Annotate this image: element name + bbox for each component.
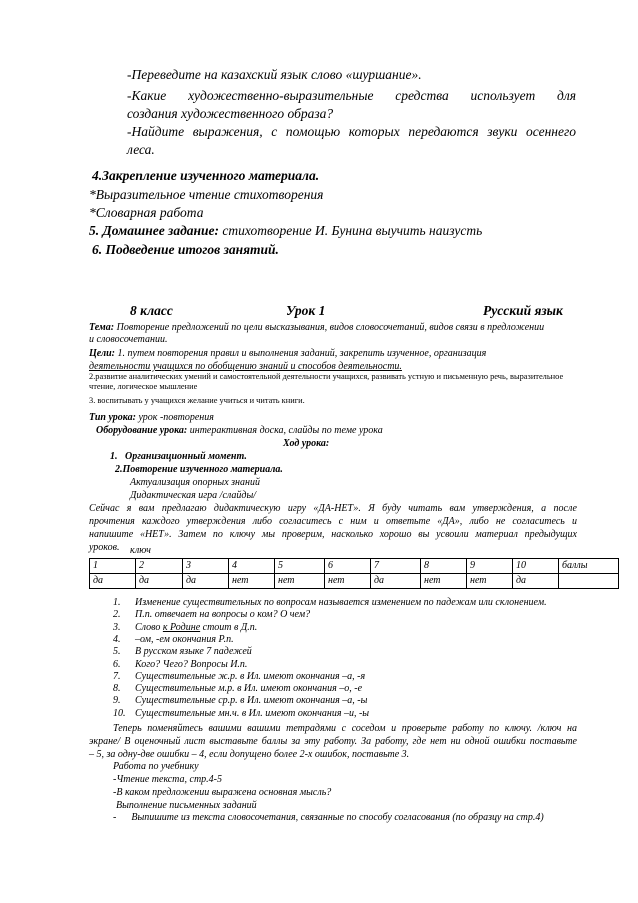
key-answer-cell: нет <box>421 574 467 589</box>
list-item <box>113 659 247 670</box>
after-line-1: Теперь поменяйтесь вашими вашими тетрадями с соседом и проверьте работу по ключу. /ключ на <box>113 723 577 734</box>
lesson-type-label: Тип урока: <box>89 412 136 423</box>
homework-label: 5. Домашнее задание: <box>89 223 220 238</box>
list-item-text: Изменение существительных по вопросам называется изменением по падежам или склонением. <box>135 597 547 608</box>
goals-line <box>89 348 486 359</box>
intro-line-3: напишите «НЕТ». Затем по ключу мы проверим, насколько хорошо вы усвоили материал предыдущих <box>89 529 577 540</box>
key-header-row <box>90 559 619 574</box>
stage-1-text: Организационный момент. <box>125 451 247 462</box>
intro-line-1: Сейчас я вам предлагаю дидактическую игру «ДА-НЕТ». Я буду читать вам утверждения, а после <box>89 503 577 514</box>
key-answer-cell: нет <box>275 574 325 589</box>
key-header-cell: баллы <box>559 559 619 574</box>
list-item-text: Существительные ср.р. в Ил. имеют окончания –а, -ы <box>135 695 368 707</box>
section-6-heading: 6. Подведение итогов занятий. <box>92 242 279 257</box>
key-header-cell: 6 <box>325 559 371 574</box>
key-caption: ключ <box>130 545 151 556</box>
list-item-text: Существительные ж.р. в Ил. имеют окончания –а, -я <box>135 670 366 682</box>
theme-label: Тема: <box>89 322 115 333</box>
key-answer-cell <box>559 574 619 589</box>
list-item-text: Кого? Чего? Вопросы И.п. <box>135 658 248 670</box>
textbook-question: -В каком предложении выражена основная мысль? <box>113 787 332 798</box>
key-table <box>89 558 619 589</box>
list-item-number: 9. <box>113 695 121 707</box>
goals-line-4: чтение, логическое мышление <box>89 382 198 391</box>
question-means: -Какие художественно-выразительные средства использует для <box>127 88 576 103</box>
theme-cont: и словосочетании. <box>89 334 168 345</box>
goals-line-5: 3. воспитывать у учащихся желание учиться и читать книги. <box>89 396 305 405</box>
intro-line-2: прочтения каждого утверждения либо согласитесь с ним и ответьте «ДА», либо не согласитесь и <box>89 516 577 527</box>
key-header-cell: 9 <box>467 559 513 574</box>
textbook-work: Работа по учебнику <box>113 761 199 772</box>
list-item <box>113 671 365 682</box>
key-answer-cell: да <box>513 574 559 589</box>
key-header-cell: 4 <box>229 559 275 574</box>
course-title: Ход урока: <box>283 438 330 449</box>
stage-2: 2.Повторение изученного материала. <box>115 464 283 475</box>
reading-item: *Выразительное чтение стихотворения <box>89 187 324 202</box>
question-sounds: -Найдите выражения, с помощью которых передаются звуки осеннего <box>127 124 576 139</box>
question-translate: -Переведите на казахский язык слово «шуршание». <box>127 67 422 82</box>
list-item-text: П.п. отвечает на вопросы о ком? О чем? <box>135 609 311 621</box>
theme-line <box>89 322 544 333</box>
list-item-number: 5. <box>113 646 121 658</box>
key-header-cell: 2 <box>136 559 183 574</box>
key-answer-cell: да <box>90 574 136 589</box>
list-item-number: 3. <box>113 621 121 633</box>
list-item-number: 10. <box>113 707 126 719</box>
goals-line-2: деятельности учащихся по обобщению знаний и способов деятельности. <box>89 361 402 372</box>
equipment-line <box>96 425 383 436</box>
goals-line-3: 2.развитие аналитических умений и самостоятельной деятельности учащихся, развивать устную и письменную речь, выразительное <box>89 372 564 381</box>
list-item-text: В русском языке 7 падежей <box>135 646 252 658</box>
key-header-cell: 10 <box>513 559 559 574</box>
list-item-number: 7. <box>113 670 121 682</box>
key-header-cell: 7 <box>371 559 421 574</box>
list-item <box>113 609 310 620</box>
list-item <box>113 695 367 706</box>
stage-1-num: 1. <box>110 451 118 462</box>
lesson-type-text: урок -повторения <box>135 412 214 423</box>
key-answer-cell: нет <box>325 574 371 589</box>
written-tasks: Выполнение письменных заданий <box>116 800 257 811</box>
actualization: Актуализация опорных знаний <box>130 477 260 488</box>
after-line-2: экране/ В оценочный лист выставьте баллы за эту работу. За работу, где нет ни одной ошибки поставьте <box>89 736 577 747</box>
didactic-game: Дидактическая игра /слайды/ <box>130 490 256 501</box>
after-line-3: – 5, за одну-две ошибки – 4, если допущено более 2-х ошибок, поставьте 3. <box>89 749 410 760</box>
key-answer-cell: да <box>136 574 183 589</box>
question-means-cont: создания художественного образа? <box>127 106 334 121</box>
theme-text: Повторение предложений по цели высказывания, видов словосочетаний, видов связи в предложении <box>114 322 545 333</box>
goals-label: Цели: <box>89 348 115 359</box>
list-item-number: 6. <box>113 658 121 670</box>
list-item-text: Слово <box>135 621 163 633</box>
list-item-text: стоит в Д.п. <box>200 621 258 633</box>
vocab-item: *Словарная работа <box>89 205 204 220</box>
key-answer-cell: нет <box>229 574 275 589</box>
key-answer-row <box>90 574 619 589</box>
lesson-type-line <box>89 412 214 423</box>
lesson-label: Урок 1 <box>286 303 326 318</box>
list-item-number: 1. <box>113 597 121 608</box>
list-item <box>113 622 257 633</box>
section-4-heading: 4.Закрепление изученного материала. <box>92 168 320 183</box>
list-item <box>113 708 369 719</box>
key-answer-cell: нет <box>467 574 513 589</box>
list-item-number: 8. <box>113 683 121 695</box>
list-item-text: Существительные мн.ч. в Ил. имеют окончания –и, -ы <box>135 707 370 719</box>
list-item-number: 4. <box>113 633 121 645</box>
task-text: Выпишите из текста словосочетания, связанные по способу согласования (по образцу на стр.4) <box>131 812 544 823</box>
goals-text: 1. путем повторения правил и выполнения заданий, закрепить изученное, организация <box>115 348 487 359</box>
list-item <box>113 597 547 608</box>
equipment-label: Оборудование урока: <box>96 425 188 436</box>
key-answer-cell: да <box>183 574 229 589</box>
equipment-text: интерактивная доска, слайды по теме урока <box>187 425 383 436</box>
homework-line <box>89 223 482 239</box>
list-item-number: 2. <box>113 609 121 621</box>
list-item <box>113 634 234 645</box>
key-answer-cell: да <box>371 574 421 589</box>
task-dash: - <box>113 812 117 823</box>
key-header-cell: 8 <box>421 559 467 574</box>
textbook-reading: -Чтение текста, стр.4-5 <box>113 774 223 785</box>
question-sounds-cont: леса. <box>127 142 155 157</box>
intro-line-4: уроков. <box>89 542 120 553</box>
homework-text: стихотворение И. Бунина выучить наизусть <box>219 223 483 238</box>
list-item-text: –ом, -ем окончания Р.п. <box>135 633 234 645</box>
key-header-cell: 5 <box>275 559 325 574</box>
list-item-text: к Родине <box>162 621 201 633</box>
list-item <box>113 646 252 657</box>
list-item <box>113 683 362 694</box>
key-header-cell: 3 <box>183 559 229 574</box>
list-item-text: Существительные м.р. в Ил. имеют окончания –о, -е <box>135 683 363 695</box>
subject-label: Русский язык <box>483 303 563 318</box>
stage-1 <box>110 451 247 462</box>
task-line <box>113 812 544 823</box>
grade-label: 8 класс <box>130 303 173 318</box>
key-header-cell: 1 <box>90 559 136 574</box>
